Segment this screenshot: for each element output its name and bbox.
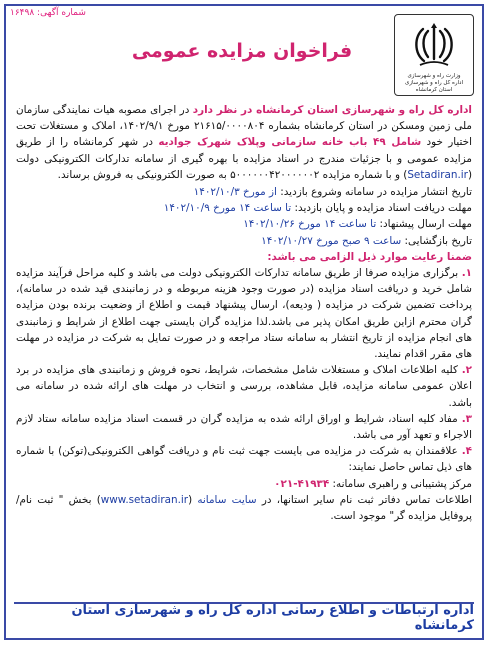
date-label: مهلت دریافت اسناد مزایده و پایان بازدید: bbox=[294, 202, 472, 215]
iran-emblem-icon bbox=[412, 19, 456, 71]
intro-site[interactable]: Setadiran.ir bbox=[407, 168, 468, 181]
intro-text-3: ) و با شماره مزایده ۵۰۰۰۰۰۰۴۲۰۰۰۰۰۰۲ به صورت الکترونیکی به فروش برساند. bbox=[57, 168, 408, 181]
condition-number: ۴. bbox=[461, 445, 472, 458]
contact-line: اطلاعات تماس دفاتر ثبت نام سایر استانها، در سایت سامانه (www.setadiran.ir) بخش " ثبت نام/پروفایل مزایده گر" موجود است. bbox=[16, 493, 472, 523]
condition-item bbox=[16, 265, 472, 362]
condition-number: ۳. bbox=[461, 412, 472, 425]
auction-notice bbox=[4, 4, 484, 640]
condition-text: کلیه اطلاعات املاک و مستغلات شامل مشخصات، شرایط، نحوه فروش و زمانبندی های مزایده در برد اعلان عمومی سامانه مزایده، قابل مشاهده، بررسی و انتخاب در مهلت های ارائه شده در سامانه می باشد. bbox=[16, 364, 472, 409]
date-label: تاریخ بازگشایی: bbox=[404, 234, 472, 247]
dates-list bbox=[16, 184, 472, 249]
conditions-heading: ضمنا رعایت موارد ذیل الزامی می باشد: bbox=[267, 250, 472, 263]
intro-paragraph bbox=[16, 102, 472, 183]
support-phone: ۴۱۹۳۴-۰۲۱ bbox=[274, 477, 330, 490]
site-label: سایت سامانه bbox=[197, 493, 257, 506]
condition-item bbox=[16, 411, 472, 443]
ad-code: شماره آگهی: ۱۶۴۹۸ bbox=[10, 8, 86, 18]
notice-body bbox=[16, 102, 472, 524]
condition-item bbox=[16, 362, 472, 411]
date-opening bbox=[16, 233, 472, 249]
intro-property: شامل ۴۹ باب خانه سازمانی وپلاک شهرک جوادیه bbox=[158, 136, 422, 149]
date-label: مهلت ارسال پیشنهاد: bbox=[379, 218, 472, 231]
condition-number: ۲. bbox=[461, 364, 472, 377]
date-docs-deadline bbox=[16, 200, 472, 216]
site-url-link[interactable]: www.setadiran.ir bbox=[100, 493, 189, 506]
condition-number: ۱. bbox=[461, 267, 472, 280]
emblem-caption: وزارت راه و شهرسازی اداره کل راه و شهرسازی استان کرمانشاه bbox=[405, 73, 463, 93]
contact-text: اطلاعات تماس دفاتر ثبت نام سایر استانها، در bbox=[256, 493, 472, 506]
footer-banner bbox=[14, 602, 474, 632]
condition-text: مفاد کلیه اسناد، شرایط و اوراق ارائه شده به مزایده گران در قسمت اسناد مزایده سامانه ستاد لازم الاجراء و تعهد آور می باشد. bbox=[16, 412, 472, 442]
contact-text-end: بخش " ثبت نام/پروفایل مزایده گر" موجود است. bbox=[16, 493, 472, 523]
support-label: مرکز پشتیبانی و راهبری سامانه: bbox=[329, 477, 472, 490]
date-value: تا ساعت ۱۴ مورخ ۱۴۰۲/۱۰/۲۶ bbox=[243, 218, 380, 231]
intro-text-1: در اجرای مصوبه هیات نمایندگی سازمان ملی زمین ومسکن در استان کرمانشاه بشماره ۲۱۶۱۵/۰۰۰۰۸۰۴ مورخ ۱۴۰۲/۹/۱، املاک و مستغلات تحت اختیار خود bbox=[16, 104, 472, 149]
condition-item bbox=[16, 443, 472, 475]
support-line bbox=[16, 476, 472, 492]
date-value: از مورخ ۱۴۰۲/۱۰/۳ bbox=[193, 186, 281, 199]
condition-text: برگزاری مزایده صرفا از طریق سامانه تدارکات الکترونیکی دولت می باشد و کلیه مراحل فرآیند مزایده شامل خرید و دریافت اسناد مزایده (در صورت وجود هزینه مربوطه و در زمانبندی قید شده در سامانه)، پرداخت تضمین شرکت در مزایده ( ودیعه)، ارسال پیشنهاد قیمت و اطلاع از وضعیت برنده بودن مزایده گران محترم ازاین طریق امکان پذیر می باشد.لذا مزایده گران بایستی جهت اطلاع از شرایط و زمانبندی های انجام مزایده از تاریخ انتشار به سامانه ستاد مراجعه و در صورت تمایل به شرکت در مزایده در مهلت های مقرر اقدام نمایند. bbox=[16, 267, 472, 361]
date-value: ساعت ۹ صبح مورخ ۱۴۰۲/۱۰/۲۷ bbox=[261, 234, 405, 247]
footer-text: اداره ارتباطات و اطلاع رسانی اداره کل راه و شهرسازی استان کرمانشاه bbox=[71, 603, 474, 633]
title-banner bbox=[90, 36, 394, 66]
condition-text: علاقمندان به شرکت در مزایده می بایست جهت ثبت نام و دریافت گواهی الکترونیکی(توکن) با شماره های ذیل تماس حاصل نمایند: bbox=[16, 445, 472, 474]
intro-text-2: در شهر کرمانشاه را از طریق مزایده عمومی و با جزئیات مندرج در اسناد مزایده با بهره گیری از سامانه تدارکات الکترونیکی دولت ( bbox=[16, 136, 472, 181]
date-publish bbox=[16, 184, 472, 200]
date-value: تا ساعت ۱۴ مورخ ۱۴۰۲/۱۰/۹ bbox=[163, 202, 295, 215]
emblem-box bbox=[394, 14, 474, 96]
notice-title: فراخوان مزایده عمومی bbox=[131, 40, 353, 62]
intro-organization: اداره کل راه و شهرسازی استان کرمانشاه در نظر دارد bbox=[192, 104, 472, 116]
date-label: تاریخ انتشار مزایده در سامانه وشروع بازدید: bbox=[280, 186, 472, 199]
date-offer-deadline bbox=[16, 216, 472, 232]
